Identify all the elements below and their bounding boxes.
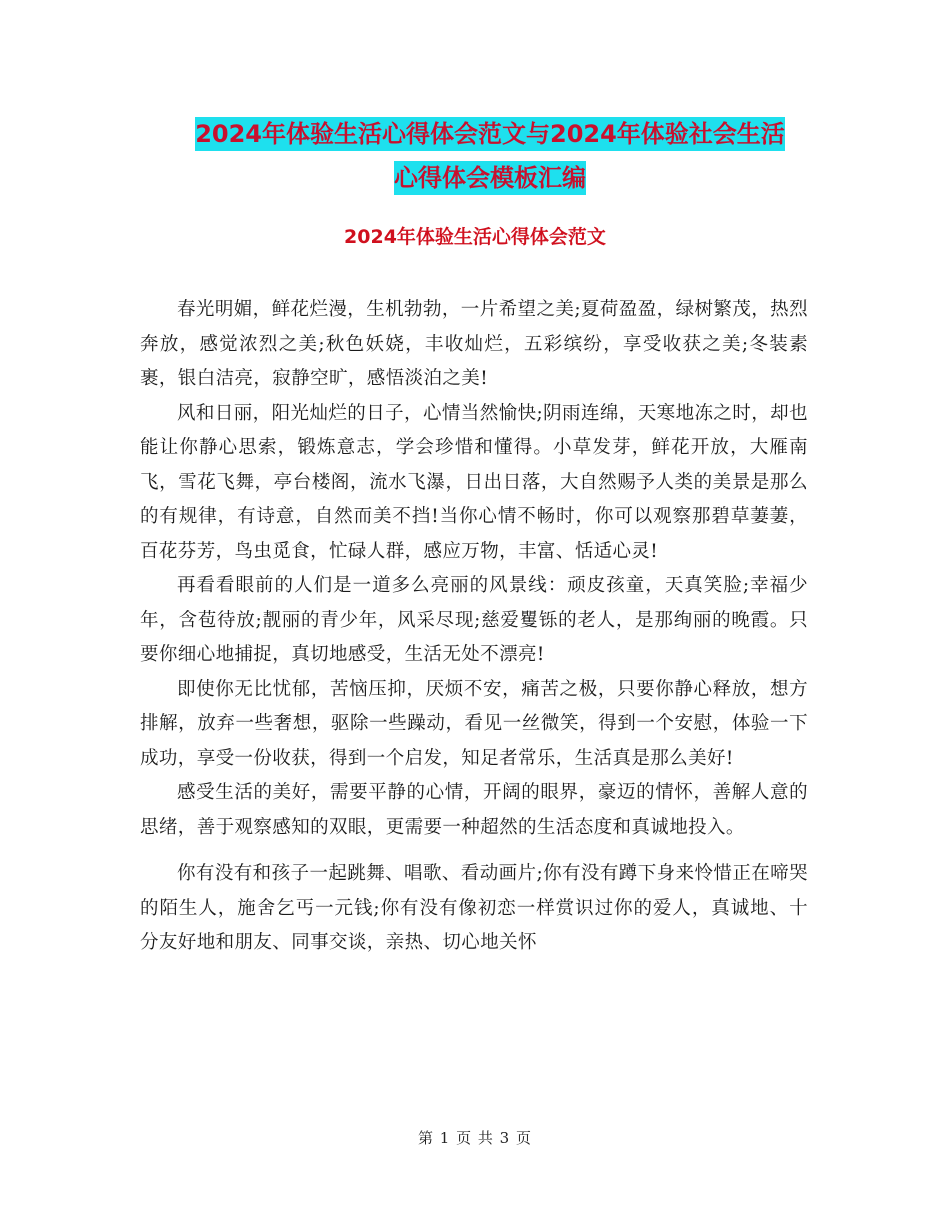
document-title-line-1: 2024年体验生活心得体会范文与2024年体验社会生活 xyxy=(195,117,785,151)
section-title: 2024年体验生活心得体会范文 xyxy=(344,226,606,248)
page-footer: 第 1 页 共 3 页 xyxy=(418,1129,532,1147)
document-body xyxy=(140,293,808,961)
paragraph-1: 春光明媚，鲜花烂漫，生机勃勃，一片希望之美;夏荷盈盈，绿树繁茂，热烈奔放，感觉浓烈之美;秋色妖娆，丰收灿烂，五彩缤纷，享受收获之美;冬装素裹，银白洁亮，寂静空旷，感悟淡泊之美! xyxy=(140,299,808,389)
paragraph-5: 感受生活的美好，需要平静的心情，开阔的眼界，豪迈的情怀，善解人意的思绪，善于观察感知的双眼，更需要一种超然的生活态度和真诚地投入。 xyxy=(140,782,808,838)
document-title xyxy=(140,112,840,200)
paragraph-2: 风和日丽，阳光灿烂的日子，心情当然愉快;阴雨连绵，天寒地冻之时，却也能让你静心思索，锻炼意志，学会珍惜和懂得。小草发芽，鲜花开放，大雁南飞，雪花飞舞，亭台楼阁，流水飞瀑，日出日落，大自然赐予人类的美景是那么的有规律，有诗意，自然而美不挡!当你心情不畅时，你可以观察那碧草萋萋，百花芬芳，鸟虫觅食，忙碌人群，感应万物，丰富、恬适心灵! xyxy=(140,402,808,562)
document-title-line-2: 心得体会模板汇编 xyxy=(394,161,586,195)
paragraph-3: 再看看眼前的人们是一道多么亮丽的风景线：顽皮孩童，天真笑脸;幸福少年，含苞待放;靓丽的青少年，风采尽现;慈爱矍铄的老人，是那绚丽的晚霞。只要你细心地捕捉，真切地感受，生活无处不漂亮! xyxy=(140,575,808,665)
paragraph-6: 你有没有和孩子一起跳舞、唱歌、看动画片;你有没有蹲下身来怜惜正在啼哭的陌生人，施舍乞丐一元钱;你有没有像初恋一样赏识过你的爱人，真诚地、十分友好地和朋友、同事交谈，亲热、切心地关怀 xyxy=(140,863,808,953)
paragraph-4: 即使你无比忧郁，苦恼压抑，厌烦不安，痛苦之极，只要你静心释放，想方排解，放弃一些奢想，驱除一些躁动，看见一丝微笑，得到一个安慰，体验一下成功，享受一份收获，得到一个启发，知足者常乐，生活真是那么美好! xyxy=(140,678,808,769)
